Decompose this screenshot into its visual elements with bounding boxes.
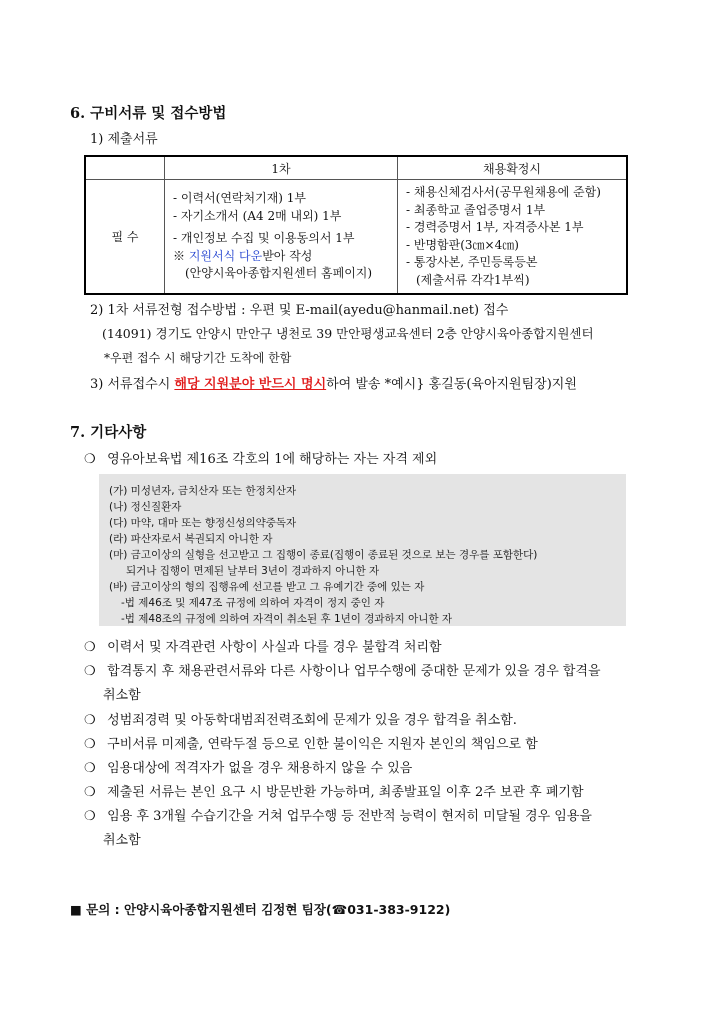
documents-table [84,155,628,295]
bullet-text: 이력서 및 자격관련 사항이 사실과 다를 경우 불합격 처리함 [107,640,442,655]
bullet-icon: ❍ [84,761,96,776]
box-line: -법 제48조의 규정에 의하여 자격이 취소된 후 1년이 경과하지 아니한 자 [121,613,453,625]
bullet-icon: ❍ [84,664,96,679]
submission-method: 2) 1차 서류전형 접수방법 : 우편 및 E-mail(ayedu@hanmail.net) 접수 [90,303,509,318]
bullet-icon: ❍ [84,452,96,467]
note-suffix: 하여 발송 *예시} 홍길동(육아지원팀장)지원 [326,377,577,392]
table-corner [85,156,165,180]
bullet-item [84,757,412,776]
box-line: (다) 마약, 대마 또는 향정신성의약중독자 [109,517,297,529]
submission-note [90,373,577,392]
bullet-text: 성범죄경력 및 아동학대범죄전력조회에 문제가 있을 경우 합격을 취소함. [107,713,517,728]
bullet-item [84,781,584,800]
bullet-text: 제출된 서류는 본인 요구 시 방문반환 가능하며, 최종발표일 이후 2주 보관 후 폐기함 [107,785,584,800]
box-line: (마) 금고이상의 실형을 선고받고 그 집행이 종료(집행이 종료된 것으로 보는 경우를 포함한다) [109,549,538,561]
box-line: 되거나 집행이 면제된 날부터 3년이 경과하지 아니한 자 [126,565,380,577]
box-line: (나) 정신질환자 [109,501,182,513]
doc-item: - 이력서(연락처기재) 1부 [173,191,307,206]
phone-number[interactable]: 031-383-9122 [347,902,445,917]
square-bullet-icon: ■ [70,902,82,917]
phone-icon: ☎ [331,902,348,917]
bullet-continuation: 취소함 [103,833,141,848]
bullet-continuation: 취소함 [103,688,141,703]
note-suffix: 받아 작성 [262,248,313,263]
doc-item: - 반명함판(3㎝×4㎝) [406,237,519,252]
bullet-icon: ❍ [84,785,96,800]
section7-title: 7. 기타사항 [70,424,147,441]
bullet-text: 구비서류 미제출, 연락두절 등으로 인한 불이익은 지원자 본인의 책임으로 함 [107,737,538,752]
submit-docs-subtitle: 1) 제출서류 [90,132,158,147]
doc-item: - 경력증명서 1부, 자격증사본 1부 [406,220,584,234]
contact-line [70,900,450,918]
note-prefix: ※ [173,248,189,263]
doc-item: - 통장사본, 주민등록등본 [406,255,538,269]
bullet-item [84,709,517,728]
form-download-link[interactable]: 지원서식 다운 [188,248,263,263]
doc-item: - 개인정보 수집 및 이용동의서 1부 [173,231,355,246]
first-round-docs [165,180,398,295]
bullet-icon: ❍ [84,640,96,655]
bullet-item [84,448,437,467]
doc-item: - 최종학교 졸업증명서 1부 [406,202,546,217]
doc-item: (제출서류 각각1부씩) [416,272,530,287]
box-line: (가) 미성년자, 금치산자 또는 한정치산자 [109,485,297,497]
disqualification-box [99,474,626,626]
mailing-address: (14091) 경기도 안양시 만안구 냉천로 39 만안평생교육센터 2층 안양시육아종합지원센터 [102,326,594,341]
bullet-text: 합격통지 후 채용관련서류와 다른 사항이나 업무수행에 중대한 문제가 있을 경우 합격을 [107,664,601,679]
bullet-icon: ❍ [84,737,96,752]
bullet-item [84,636,442,655]
header-final: 채용확정시 [398,156,628,180]
bullet-text: 임용 후 3개월 수습기간을 거쳐 업무수행 등 전반적 능력이 현저히 미달될 경우 임용을 [107,809,592,824]
bullet-item [84,805,592,824]
final-docs [398,180,628,295]
doc-note-line2: (안양시육아종합지원센터 홈페이지) [185,266,373,281]
postal-note: *우편 접수 시 해당기간 도착에 한함 [104,351,292,365]
bullet-text: 임용대상에 적격자가 없을 경우 채용하지 않을 수 있음 [107,761,413,776]
note-prefix: 3) 서류접수시 [90,377,175,392]
doc-item: - 채용신체검사서(공무원채용에 준함) [406,185,601,199]
bullet-icon: ❍ [84,713,96,728]
contact-close: ) [444,902,451,917]
doc-item: - 자기소개서 (A4 2매 내외) 1부 [173,208,342,223]
box-line: (바) 금고이상의 형의 집행유예 선고를 받고 그 유예기간 중에 있는 자 [109,581,425,593]
highlight-text: 해당 지원분야 반드시 명시 [174,377,327,392]
bullet-icon: ❍ [84,809,96,824]
bullet-item [84,733,538,752]
row-label-required: 필 수 [85,180,165,295]
contact-text: 문의 : 안양시육아종합지원센터 김정현 팀장( [86,902,332,917]
doc-note [173,248,389,266]
box-line: (라) 파산자로서 복권되지 아니한 자 [109,533,273,545]
section6-title: 6. 구비서류 및 접수방법 [70,105,227,122]
bullet-item [84,660,601,679]
box-line: -법 제46조 및 제47조 규정에 의하여 자격이 정지 중인 자 [121,597,385,609]
bullet-text: 영유아보육법 제16조 각호의 1에 해당하는 자는 자격 제외 [107,452,438,467]
header-first-round: 1차 [165,156,398,180]
